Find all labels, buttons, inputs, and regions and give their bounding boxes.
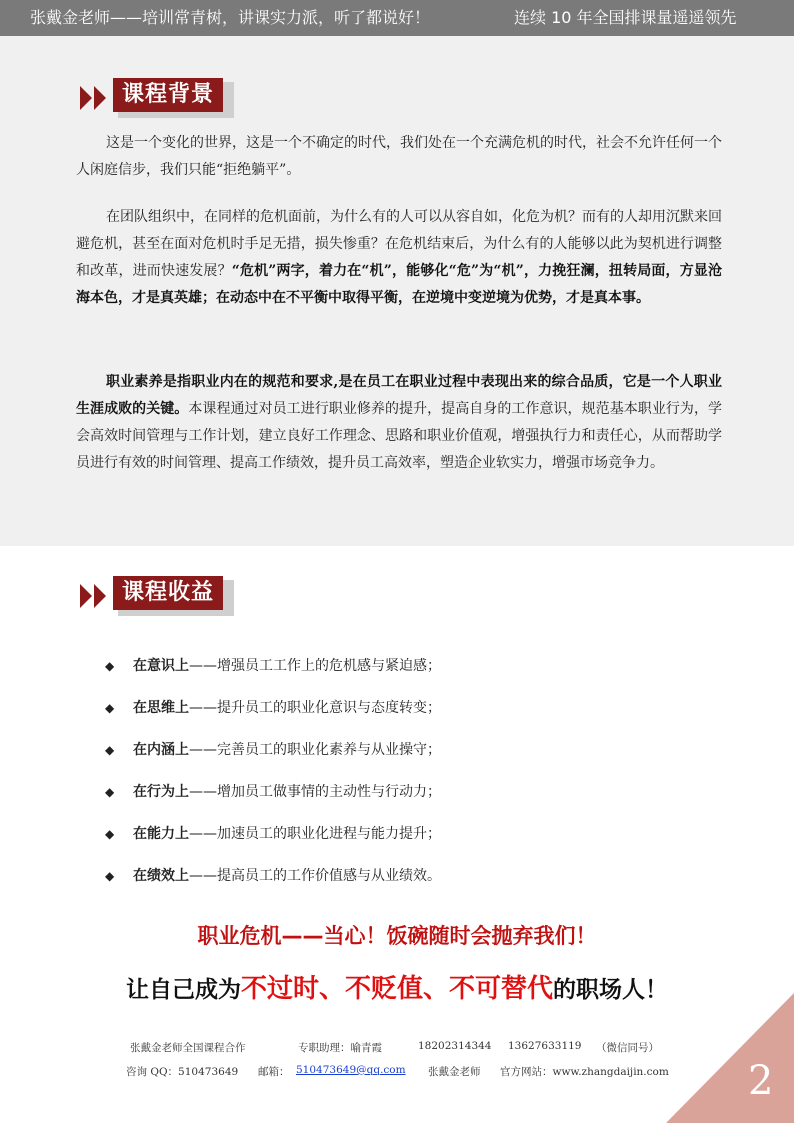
slogan-prefix: 让自己成为 xyxy=(125,977,241,1003)
section-title-background: 课程背景 xyxy=(113,78,223,112)
diamond-bullet-icon: ◆ xyxy=(105,827,115,841)
footer-website: 官方网站：www.zhangdaijin.com xyxy=(500,1066,669,1078)
paragraph-professionalism-emphasis: 职业素养是指职业内在的规范和要求,是在员工在职业过程中表现出来的综合品质，它是一个人职业生涯成败的关键。 xyxy=(76,374,722,417)
footer-cooperation: 张戴金老师全国课程合作 xyxy=(130,1042,246,1054)
list-item xyxy=(105,862,705,904)
footer-assistant: 专职助理：喻青霞 xyxy=(298,1042,382,1054)
footer-email-label: 邮箱： xyxy=(258,1066,290,1078)
header-slogan: 张戴金老师——培训常青树，讲课实力派，听了都说好！ xyxy=(30,8,431,27)
footer-teacher: 张戴金老师 xyxy=(428,1066,481,1078)
double-arrow-icon xyxy=(80,86,110,110)
benefit-key: 在思维上 xyxy=(133,700,189,716)
list-item xyxy=(105,820,705,862)
list-item xyxy=(105,778,705,820)
footer-phone-2: 13627633119 xyxy=(508,1040,582,1052)
corner-decoration xyxy=(666,993,794,1123)
slogan-suffix: 的职场人！ xyxy=(553,977,668,1003)
footer-wechat-note: （微信同号） xyxy=(596,1042,659,1054)
benefit-text: ——加速员工的职业化进程与能力提升； xyxy=(189,826,441,842)
benefit-text: ——提升员工的职业化意识与态度转变； xyxy=(189,700,441,716)
paragraph-professionalism-text: 本课程通过对员工进行职业修养的提升，提高自身的工作意识，规范基本职业行为，学会高效时间管理与工作计划，建立良好工作理念、思路和职业价值观，增强执行力和责任心，从而帮助学员进行有效的时间管理、提高工作绩效，提升员工高效率，塑造企业软实力，增强市场竞争力。 xyxy=(76,401,723,471)
paragraph-professionalism xyxy=(76,369,722,477)
list-item xyxy=(105,652,705,694)
benefit-key: 在内涵上 xyxy=(133,742,189,758)
footer-qq: 咨询 QQ：510473649 xyxy=(126,1066,239,1078)
benefit-key: 在能力上 xyxy=(133,826,189,842)
section-heading-background xyxy=(80,78,240,118)
header-claim: 连续 10 年全国排课量遥遥领先 xyxy=(514,8,737,27)
list-item xyxy=(105,736,705,778)
benefit-key: 在意识上 xyxy=(133,658,189,674)
paragraph-crisis-emphasis: “危机”两字，着力在“机”，能够化“危”为“机”，力挽狂澜，扭转局面，方显沧海本色，才是真英雄；在动态中在不平衡中取得平衡，在逆境中变逆境为优势，才是真本事。 xyxy=(76,263,723,306)
footer-phone-1: 18202314344 xyxy=(418,1040,492,1052)
paragraph-change-world: 这是一个变化的世界，这是一个不确定的时代，我们处在一个充满危机的时代，社会不允许任何一个人闲庭信步，我们只能“拒绝躺平”。 xyxy=(76,135,722,178)
benefit-key: 在行为上 xyxy=(133,784,189,800)
paragraph-crisis-text: 在团队组织中，在同样的危机面前，为什么有的人可以从容自如，化危为机？而有的人却用沉默来回避危机，甚至在面对危机时手足无措，损失惨重？在危机结束后，为什么有的人能够以此为契机进行调整和改革，进而快速发展？ xyxy=(76,209,722,279)
footer-email-wrap xyxy=(296,1064,406,1076)
footer-email-link[interactable]: 510473649@qq.com xyxy=(296,1064,406,1076)
benefits-list xyxy=(105,652,705,904)
diamond-bullet-icon: ◆ xyxy=(105,743,115,757)
benefit-text: ——完善员工的职业化素养与从业操守； xyxy=(189,742,441,758)
diamond-bullet-icon: ◆ xyxy=(105,869,115,883)
diamond-bullet-icon: ◆ xyxy=(105,659,115,673)
diamond-bullet-icon: ◆ xyxy=(105,785,115,799)
slogan-highlight: 不过时、不贬值、不可替代 xyxy=(240,974,553,1004)
benefit-text: ——增强员工工作上的危机感与紧迫感； xyxy=(189,658,441,674)
page-number: 2 xyxy=(748,1058,774,1104)
list-item xyxy=(105,694,705,736)
double-arrow-icon xyxy=(80,584,110,608)
section-title-benefits: 课程收益 xyxy=(113,576,223,610)
paragraph-crisis xyxy=(76,204,722,312)
benefit-text: ——提高员工的工作价值感与从业绩效。 xyxy=(189,868,441,884)
diamond-bullet-icon: ◆ xyxy=(105,701,115,715)
benefit-key: 在绩效上 xyxy=(133,868,189,884)
slogan-crisis: 职业危机——当心！饭碗随时会抛弃我们！ xyxy=(197,924,597,948)
benefit-text: ——增加员工做事情的主动性与行动力； xyxy=(189,784,441,800)
section-heading-benefits xyxy=(80,576,240,616)
header-bar xyxy=(0,0,794,36)
